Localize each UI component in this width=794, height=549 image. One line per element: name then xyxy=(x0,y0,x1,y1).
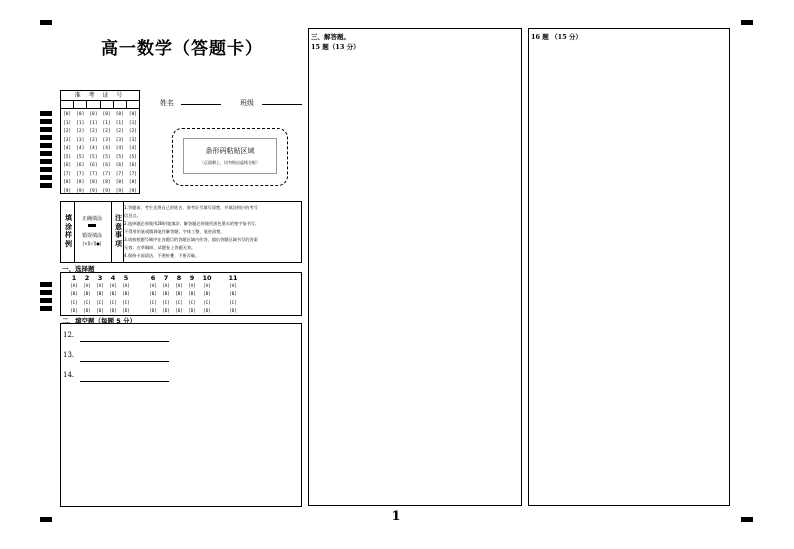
admission-bubble[interactable]: [5] xyxy=(128,154,137,160)
admission-row xyxy=(63,120,137,129)
mc-option-bubble[interactable]: [C] xyxy=(70,299,78,305)
fill-example-label-char: 涂 xyxy=(65,222,72,231)
admission-digit-boxes xyxy=(61,101,139,109)
timing-mark xyxy=(40,167,52,172)
mc-option-bubble[interactable]: [D] xyxy=(162,307,170,313)
fill-example-label xyxy=(64,214,73,248)
admission-row xyxy=(63,145,137,154)
mc-option-bubble[interactable]: [C] xyxy=(188,299,196,305)
wrong-fill-marks: [×][√][●] xyxy=(82,241,102,246)
admission-bubble[interactable]: [5] xyxy=(63,154,72,160)
admission-bubble[interactable]: [8] xyxy=(115,180,124,185)
admission-bubble[interactable]: [1] xyxy=(102,120,111,126)
mc-option-bubble[interactable]: [A] xyxy=(83,283,91,288)
admission-bubble[interactable]: [5] xyxy=(115,154,124,160)
admission-bubble-grid[interactable] xyxy=(61,109,139,196)
mc-option-bubble[interactable]: [B] xyxy=(83,291,91,297)
notes-line: 3.请按照题号顺序在各题目的答题区域内作答，超出答题区域书写的答案 xyxy=(124,237,258,242)
mc-option-bubble[interactable]: [C] xyxy=(175,299,183,305)
answer-panel-16[interactable] xyxy=(528,28,730,506)
mc-option-bubble[interactable]: [B] xyxy=(175,291,183,297)
mc-option-bubble[interactable]: [B] xyxy=(149,291,157,297)
admission-bubble[interactable]: [7] xyxy=(115,171,124,177)
admission-digit-box[interactable] xyxy=(127,101,139,108)
mc-option-bubble[interactable]: [A] xyxy=(162,283,170,288)
mc-option-bubble[interactable]: [D] xyxy=(188,307,196,313)
mc-question-number: 8 xyxy=(176,274,182,282)
admission-bubble[interactable]: [4] xyxy=(89,146,98,151)
mc-question-number: 10 xyxy=(202,274,212,282)
admission-row xyxy=(63,162,137,171)
page-number: 1 xyxy=(391,509,401,524)
timing-mark xyxy=(40,306,52,311)
admission-bubble[interactable]: [6] xyxy=(115,163,124,168)
fill-example-label-char: 填 xyxy=(65,214,72,222)
fill-blank-answer-line[interactable] xyxy=(80,341,169,342)
admission-bubble[interactable]: [4] xyxy=(63,146,72,151)
admission-bubble[interactable]: [0] xyxy=(128,112,137,117)
question-15-label: 15 题（13 分） xyxy=(311,43,360,51)
admission-bubble[interactable]: [5] xyxy=(76,154,85,160)
admission-digit-box[interactable] xyxy=(74,101,87,108)
mc-option-bubble[interactable]: [B] xyxy=(70,291,78,297)
barcode-title: 条形码粘贴区域 xyxy=(205,147,255,155)
admission-bubble[interactable]: [4] xyxy=(76,146,85,151)
notes-line: 1.答题前，考生先将自己的姓名、准考证号填写清楚，并填涂相应的考号 xyxy=(124,205,258,210)
admission-bubble[interactable]: [8] xyxy=(102,180,111,185)
mc-option-bubble[interactable]: [A] xyxy=(149,283,157,288)
mc-option-bubble[interactable]: [D] xyxy=(149,307,157,313)
admission-bubble[interactable]: [0] xyxy=(76,112,85,117)
admission-bubble[interactable]: [3] xyxy=(63,137,72,143)
admission-bubble[interactable]: [6] xyxy=(63,163,72,168)
mc-question-number: 7 xyxy=(163,274,169,282)
mc-option-bubble[interactable]: [A] xyxy=(109,283,117,288)
question-16-label: 16 题 （15 分） xyxy=(531,33,582,41)
class-field[interactable] xyxy=(262,104,302,105)
timing-mark xyxy=(40,143,52,148)
admission-bubble[interactable]: [8] xyxy=(63,180,72,185)
admission-bubble[interactable]: [1] xyxy=(115,120,124,126)
admission-bubble[interactable]: [9] xyxy=(63,188,72,194)
fill-blank-question-number: 14. xyxy=(63,371,75,379)
timing-mark xyxy=(40,127,52,132)
mc-option-bubble[interactable]: [D] xyxy=(70,307,78,313)
admission-bubble[interactable]: [9] xyxy=(128,188,137,194)
admission-bubble[interactable]: [0] xyxy=(63,112,72,117)
admission-bubble[interactable]: [1] xyxy=(128,120,137,126)
mc-option-bubble[interactable]: [B] xyxy=(96,291,104,297)
admission-bubble[interactable]: [2] xyxy=(128,129,137,134)
admission-bubble[interactable]: [8] xyxy=(76,180,85,185)
mc-option-bubble[interactable]: [C] xyxy=(96,299,104,305)
notes-text xyxy=(124,204,300,260)
correct-fill-mark xyxy=(88,224,96,227)
mc-option-bubble[interactable]: [B] xyxy=(188,291,196,297)
mc-option-bubble[interactable]: [D] xyxy=(229,307,237,313)
admission-bubble[interactable]: [6] xyxy=(89,163,98,168)
admission-row xyxy=(63,137,137,146)
mc-option-bubble[interactable]: [D] xyxy=(96,307,104,313)
name-field[interactable] xyxy=(181,104,221,105)
fill-blank-question-number: 12. xyxy=(63,331,75,339)
mc-option-bubble[interactable]: [D] xyxy=(122,307,130,313)
mc-option-bubble[interactable]: [C] xyxy=(203,299,211,305)
admission-bubble[interactable]: [7] xyxy=(128,171,137,177)
fill-example-notes-box xyxy=(60,201,302,263)
class-label: 班级 xyxy=(240,99,254,107)
admission-bubble[interactable]: [2] xyxy=(115,129,124,134)
corner-mark xyxy=(741,517,753,522)
correct-fill-label: 正确填涂 xyxy=(81,216,102,222)
admission-bubble[interactable]: [1] xyxy=(63,120,72,126)
mc-question-number: 6 xyxy=(150,274,156,282)
admission-bubble[interactable]: [5] xyxy=(89,154,98,160)
timing-mark xyxy=(40,298,52,303)
admission-bubble[interactable]: [6] xyxy=(102,163,111,168)
admission-digit-box[interactable] xyxy=(61,101,74,108)
timing-mark xyxy=(40,290,52,295)
admission-bubble[interactable]: [7] xyxy=(89,171,98,177)
admission-bubble[interactable]: [3] xyxy=(102,137,111,143)
admission-bubble[interactable]: [9] xyxy=(76,188,85,194)
admission-bubble[interactable]: [9] xyxy=(89,188,98,194)
fill-blank-heading: 二、填空题（每题 5 分） xyxy=(62,317,137,325)
timing-mark xyxy=(40,119,52,124)
fill-example-label-char: 例 xyxy=(65,239,72,248)
timing-mark xyxy=(40,135,52,140)
admission-bubble[interactable]: [0] xyxy=(115,112,124,117)
admission-bubble[interactable]: [7] xyxy=(63,171,72,177)
fill-example-label-char: 样 xyxy=(65,231,72,239)
admission-row xyxy=(63,128,137,137)
admission-digit-box[interactable] xyxy=(114,101,127,108)
mc-option-bubble[interactable]: [A] xyxy=(203,283,211,288)
timing-mark xyxy=(40,282,52,287)
admission-number-block xyxy=(60,90,140,194)
name-label: 姓名 xyxy=(160,99,174,107)
admission-bubble[interactable]: [3] xyxy=(89,137,98,143)
admission-bubble[interactable]: [8] xyxy=(89,180,98,185)
admission-bubble[interactable]: [4] xyxy=(128,146,137,151)
admission-bubble[interactable]: [4] xyxy=(115,146,124,151)
mc-option-bubble[interactable]: [C] xyxy=(149,299,157,305)
admission-row xyxy=(63,171,137,180)
notes-label-char: 事 xyxy=(115,231,122,239)
notes-line: 4.保持卡面清洁，不要折叠、不要弄破。 xyxy=(124,253,200,258)
notes-label-char: 意 xyxy=(115,222,122,231)
mc-question-number: 2 xyxy=(84,274,90,282)
mc-question-number: 3 xyxy=(97,274,103,282)
fill-blank-answer-line[interactable] xyxy=(80,361,169,362)
notes-label xyxy=(114,214,123,248)
admission-bubble[interactable]: [1] xyxy=(76,120,85,126)
admission-digit-box[interactable] xyxy=(101,101,114,108)
admission-bubble[interactable]: [3] xyxy=(76,137,85,143)
section-heading: 三、解答题。 xyxy=(311,33,350,41)
answer-panel-15[interactable] xyxy=(308,28,522,506)
corner-mark xyxy=(40,20,52,25)
timing-mark xyxy=(40,159,52,164)
mc-option-bubble[interactable]: [B] xyxy=(109,291,117,297)
mc-option-bubble[interactable]: [C] xyxy=(109,299,117,305)
fill-blank-area[interactable] xyxy=(60,323,302,507)
admission-row xyxy=(63,111,137,120)
admission-digit-box[interactable] xyxy=(87,101,100,108)
mc-option-bubble[interactable]: [B] xyxy=(122,291,130,297)
mc-heading: 一、选择题 xyxy=(62,265,95,273)
fill-blank-answer-line[interactable] xyxy=(80,381,169,382)
timing-mark xyxy=(40,175,52,180)
corner-mark xyxy=(741,20,753,25)
admission-bubble[interactable]: [9] xyxy=(115,188,124,194)
mc-option-bubble[interactable]: [C] xyxy=(122,299,130,305)
mc-option-bubble[interactable]: [A] xyxy=(96,283,104,288)
mc-question-number: 9 xyxy=(189,274,195,282)
barcode-inner-box xyxy=(183,138,277,174)
admission-label: 准 考 证 号 xyxy=(61,91,139,101)
admission-bubble[interactable]: [6] xyxy=(76,163,85,168)
admission-bubble[interactable]: [2] xyxy=(102,129,111,134)
mc-option-bubble[interactable]: [C] xyxy=(162,299,170,305)
admission-bubble[interactable]: [0] xyxy=(89,112,98,117)
mc-answer-area[interactable] xyxy=(60,272,302,316)
admission-bubble[interactable]: [1] xyxy=(89,120,98,126)
admission-bubble[interactable]: [0] xyxy=(102,112,111,117)
mc-option-bubble[interactable]: [B] xyxy=(229,291,237,297)
admission-bubble[interactable]: [7] xyxy=(76,171,85,177)
admission-bubble[interactable]: [5] xyxy=(102,154,111,160)
timing-mark xyxy=(40,111,52,116)
admission-bubble[interactable]: [9] xyxy=(102,188,111,194)
mc-question-number: 4 xyxy=(110,274,116,282)
admission-row xyxy=(63,188,137,197)
mc-option-bubble[interactable]: [A] xyxy=(229,283,237,288)
admission-bubble[interactable]: [8] xyxy=(128,180,137,185)
barcode-subtitle: （正面朝上，切勿贴出虚线方框） xyxy=(200,160,260,165)
admission-bubble[interactable]: [2] xyxy=(63,129,72,134)
admission-bubble[interactable]: [2] xyxy=(89,129,98,134)
notes-line: 信息点。 xyxy=(124,213,141,218)
notes-label-char: 项 xyxy=(115,239,122,248)
timing-mark xyxy=(40,183,52,188)
mc-option-bubble[interactable]: [A] xyxy=(122,283,130,288)
admission-bubble[interactable]: [7] xyxy=(102,171,111,177)
mc-option-bubble[interactable]: [B] xyxy=(203,291,211,297)
admission-bubble[interactable]: [3] xyxy=(115,137,124,143)
divider xyxy=(111,202,112,262)
mc-option-bubble[interactable]: [D] xyxy=(175,307,183,313)
mc-option-bubble[interactable]: [A] xyxy=(175,283,183,288)
mc-option-bubble[interactable]: [A] xyxy=(188,283,196,288)
admission-bubble[interactable]: [3] xyxy=(128,137,137,143)
mc-question-number: 5 xyxy=(123,274,129,282)
page-title: 高一数学（答题卡） xyxy=(101,39,263,59)
mc-option-bubble[interactable]: [D] xyxy=(203,307,211,313)
admission-row xyxy=(63,179,137,188)
notes-line: 无效；在草稿纸、试题卷上答题无效。 xyxy=(124,245,196,250)
timing-mark xyxy=(40,151,52,156)
mc-option-bubble[interactable]: [C] xyxy=(83,299,91,305)
notes-line: 不得用铅笔或圆珠笔作解答题；字体工整、笔迹清楚。 xyxy=(124,229,225,234)
mc-option-bubble[interactable]: [A] xyxy=(70,283,78,288)
wrong-fill-label: 错误填涂 xyxy=(81,233,102,239)
mc-question-number: 1 xyxy=(71,274,77,282)
admission-bubble[interactable]: [4] xyxy=(102,146,111,151)
mc-option-bubble[interactable]: [D] xyxy=(83,307,91,313)
admission-bubble[interactable]: [6] xyxy=(128,163,137,168)
barcode-area xyxy=(172,128,288,186)
fill-blank-question-number: 13. xyxy=(63,351,75,359)
admission-row xyxy=(63,154,137,163)
admission-bubble[interactable]: [2] xyxy=(76,129,85,134)
notes-label-char: 注 xyxy=(115,214,122,222)
notes-line: 2.选择题必须使用2B铅笔填涂；解答题必须使用黑色墨水的签字笔书写， xyxy=(124,221,260,226)
mc-option-bubble[interactable]: [B] xyxy=(162,291,170,297)
corner-mark xyxy=(40,517,52,522)
mc-option-bubble[interactable]: [C] xyxy=(229,299,237,305)
mc-option-bubble[interactable]: [D] xyxy=(109,307,117,313)
mc-question-number: 11 xyxy=(228,274,238,282)
